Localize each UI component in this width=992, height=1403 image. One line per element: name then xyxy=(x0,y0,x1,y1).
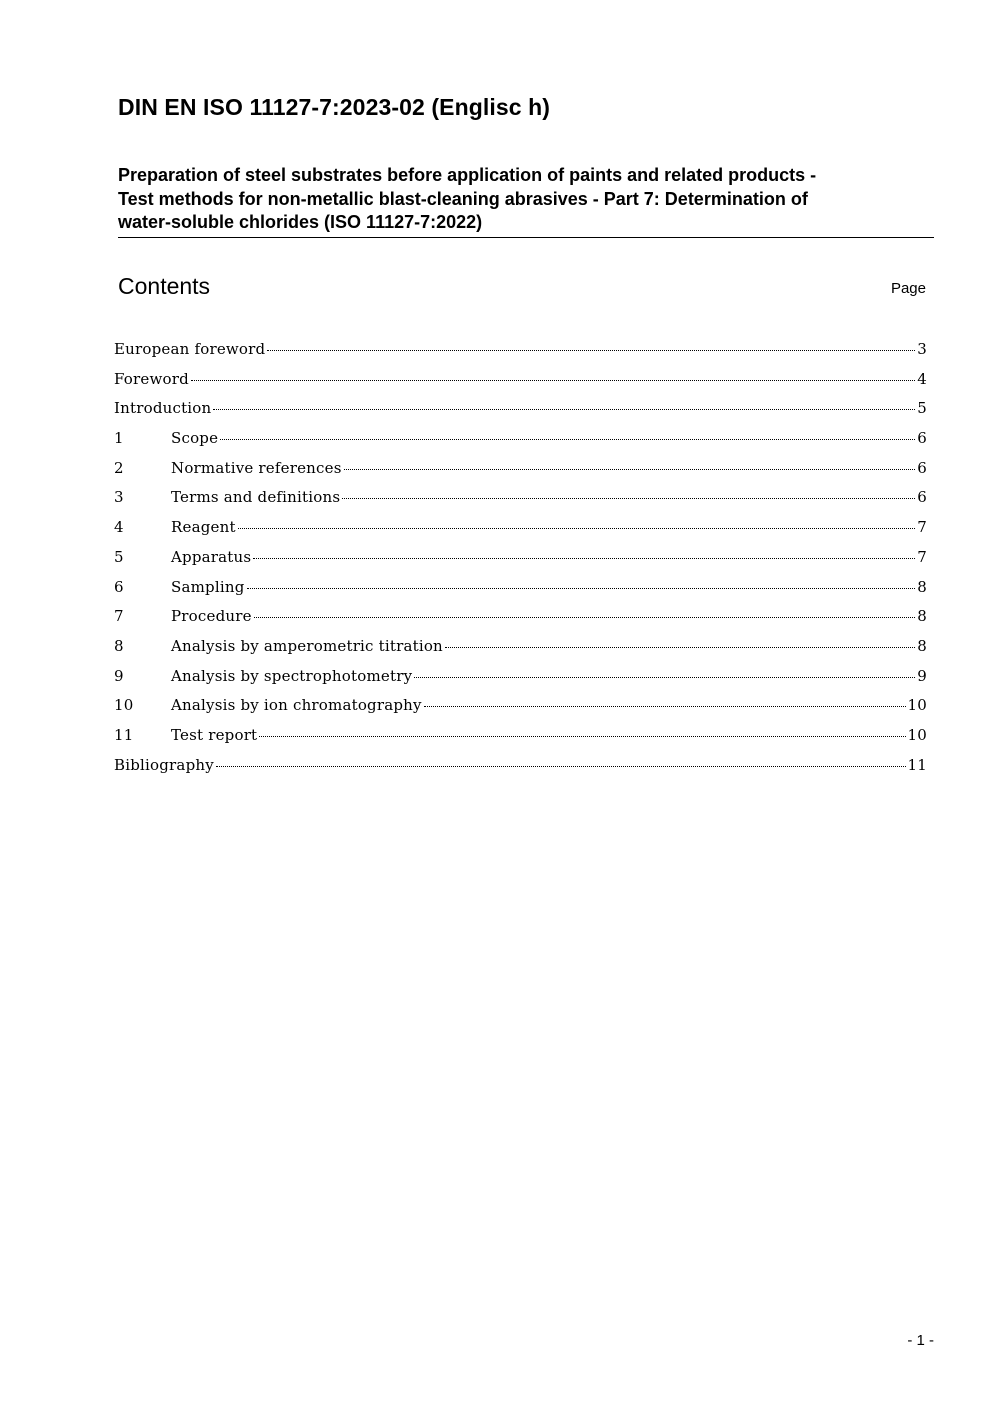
toc-dot-leader xyxy=(445,647,915,648)
toc-entry-normative-references[interactable] xyxy=(114,459,927,489)
toc-dot-leader xyxy=(259,736,905,737)
toc-entry-label: Bibliography xyxy=(114,755,214,774)
toc-entry-number: 4 xyxy=(114,518,124,537)
toc-entry-page: 5 xyxy=(917,399,927,418)
toc-entry-spectrophotometry[interactable] xyxy=(114,667,927,697)
toc-entry-page: 6 xyxy=(917,429,927,448)
toc-entry-page: 8 xyxy=(917,607,927,626)
toc-entry-number: 8 xyxy=(114,636,124,655)
toc-dot-leader xyxy=(254,617,916,618)
toc-entry-page: 7 xyxy=(917,518,927,537)
toc-entry-label: Sampling xyxy=(171,577,245,596)
toc-entry-label: Normative references xyxy=(171,458,342,477)
toc-entry-page: 4 xyxy=(917,369,927,388)
toc-entry-label: Terms and definitions xyxy=(171,488,341,507)
toc-entry-amperometric-titration[interactable] xyxy=(114,637,927,667)
toc-dot-leader xyxy=(414,677,915,678)
toc-entry-label: Procedure xyxy=(171,607,252,626)
toc-dot-leader xyxy=(247,588,916,589)
toc-entry-ion-chromatography[interactable] xyxy=(114,696,927,726)
toc-entry-sampling[interactable] xyxy=(114,578,927,608)
toc-entry-label: Test report xyxy=(171,725,258,744)
toc-entry-number: 9 xyxy=(114,666,124,685)
toc-entry-label: European foreword xyxy=(114,340,266,358)
toc-entry-label: Scope xyxy=(171,429,219,448)
toc-dot-leader xyxy=(253,558,915,559)
footer-page-number: - 1 - xyxy=(907,1332,934,1349)
toc-entry-page: 8 xyxy=(917,636,927,655)
toc-dot-leader xyxy=(344,469,916,470)
toc-entry-number: 7 xyxy=(114,607,124,626)
toc-entry-number: 5 xyxy=(114,547,124,566)
table-of-contents xyxy=(114,340,927,785)
toc-entry-page: 6 xyxy=(917,458,927,477)
toc-entry-number: 3 xyxy=(114,488,124,507)
toc-entry-page: 7 xyxy=(917,547,927,566)
subtitle-line: Preparation of steel substrates before application of paints and related products - xyxy=(118,165,817,185)
toc-entry-reagent[interactable] xyxy=(114,518,927,548)
toc-dot-leader xyxy=(213,409,915,410)
toc-entry-number: 10 xyxy=(114,696,134,715)
toc-dot-leader xyxy=(220,439,915,440)
toc-entry-label: Apparatus xyxy=(171,547,252,566)
toc-dot-leader xyxy=(191,380,915,381)
toc-entry-page: 9 xyxy=(917,666,927,685)
toc-entry-label: Analysis by ion chromatography xyxy=(171,696,422,715)
toc-entry-page: 10 xyxy=(907,696,927,715)
toc-entry-label: Analysis by amperometric titration xyxy=(171,636,443,655)
toc-dot-leader xyxy=(267,350,915,351)
toc-entry-page: 6 xyxy=(917,488,927,507)
contents-heading: Contents xyxy=(118,273,211,299)
toc-dot-leader xyxy=(216,766,906,767)
toc-entry-european-foreword[interactable] xyxy=(114,340,927,370)
toc-entry-terms-and-definitions[interactable] xyxy=(114,488,927,518)
toc-entry-number: 2 xyxy=(114,458,124,477)
page-column-label: Page xyxy=(890,280,926,297)
toc-entry-label: Analysis by spectrophotometry xyxy=(171,666,413,685)
toc-entry-foreword[interactable] xyxy=(114,370,927,400)
toc-entry-page: 8 xyxy=(917,577,927,596)
subtitle-line: water-soluble chlorides (ISO 11127-7:2022) xyxy=(118,212,483,232)
toc-entry-number: 11 xyxy=(114,725,134,744)
toc-entry-scope[interactable] xyxy=(114,429,927,459)
toc-entry-number: 1 xyxy=(114,429,124,448)
toc-dot-leader xyxy=(424,706,906,707)
document-title: DIN EN ISO 11127-7:2023-02 (Englisc h) xyxy=(118,94,551,120)
toc-entry-page: 10 xyxy=(907,725,927,744)
toc-dot-leader xyxy=(342,498,915,499)
toc-entry-test-report[interactable] xyxy=(114,726,927,756)
toc-dot-leader xyxy=(238,528,916,529)
toc-entry-procedure[interactable] xyxy=(114,607,927,637)
subtitle-line: Test methods for non-metallic blast-cleaning abrasives - Part 7: Determination of xyxy=(118,188,808,209)
toc-entry-label: Foreword xyxy=(114,369,189,388)
document-subtitle xyxy=(118,164,934,238)
toc-entry-page: 3 xyxy=(917,340,927,358)
toc-entry-number: 6 xyxy=(114,577,124,596)
toc-entry-label: Introduction xyxy=(114,399,212,418)
toc-entry-label: Reagent xyxy=(171,518,236,537)
toc-entry-introduction[interactable] xyxy=(114,399,927,429)
toc-entry-apparatus[interactable] xyxy=(114,548,927,578)
toc-entry-bibliography[interactable] xyxy=(114,756,927,786)
toc-entry-page: 11 xyxy=(907,755,927,774)
